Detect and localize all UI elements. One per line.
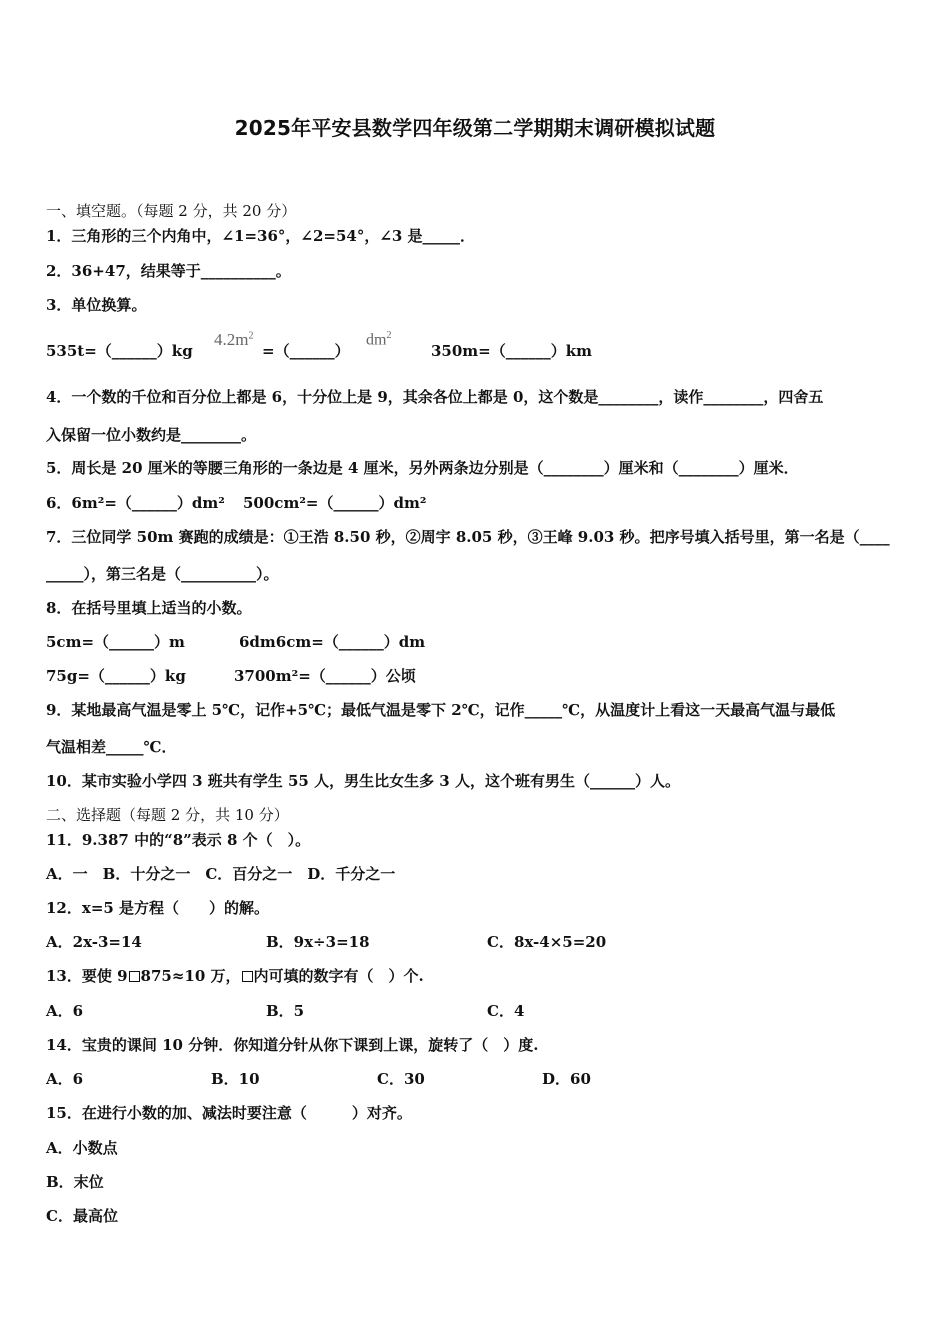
question-15-option-a: A．小数点: [46, 1139, 118, 1157]
question-14-option-c: C．30: [377, 1070, 425, 1088]
question-13-text-c: 内可填的数字有（ ）个.: [253, 967, 424, 985]
question-11-options: A．一 B．十分之一 C．百分之一 D．千分之一: [46, 865, 396, 883]
question-3-item-a: 535t=（______）kg: [46, 342, 193, 360]
question-11: 11．9.387 中的“8”表示 8 个（ ）。: [46, 831, 311, 849]
question-13: [46, 966, 424, 986]
question-1: 1．三角形的三个内角中，∠1=36°，∠2=54°，∠3 是_____．: [46, 227, 476, 245]
section-heading-fill-blank: 一、填空题。（每题 2 分，共 20 分）: [46, 202, 297, 220]
question-4-line-1: 4．一个数的千位和百分位上都是 6，十分位上是 9，其余各位上都是 0，这个数是________，读作________，四舍五: [46, 388, 824, 406]
area-value-text: 4.2m: [214, 330, 249, 349]
question-15-option-c: C．最高位: [46, 1207, 118, 1225]
question-15: 15．在进行小数的加、减法时要注意（ ）对齐。: [46, 1104, 412, 1122]
question-8-item-4: 3700m²=（______）公顷: [234, 667, 416, 685]
question-12-option-c: C．8x-4×5=20: [487, 933, 607, 951]
question-13-option-b: B．5: [266, 1002, 305, 1020]
blank-box-icon: [129, 971, 140, 982]
question-13-text-a: 13．要使 9: [46, 967, 128, 985]
question-3: 3．单位换算。: [46, 296, 147, 314]
question-14: 14．宝贵的课间 10 分钟．你知道分针从你下课到上课，旋转了（ ）度.: [46, 1036, 539, 1054]
question-14-option-b: B．10: [211, 1070, 260, 1088]
question-7-line-1: 7．三位同学 50m 赛跑的成绩是：①王浩 8.50 秒，②周宇 8.05 秒，③王峰 9.03 秒。把序号填入括号里，第一名是（____: [46, 528, 890, 546]
question-13-text-b: 875≈10 万，: [140, 967, 241, 985]
question-4-line-2: 入保留一位小数约是________。: [46, 426, 257, 444]
question-15-option-b: B．末位: [46, 1173, 104, 1191]
question-7-line-2: _____），第三名是（__________）。: [46, 565, 279, 583]
question-6-item-b: 500cm²=（______）dm²: [243, 494, 427, 512]
question-12: 12．x=5 是方程（ ）的解。: [46, 899, 270, 917]
question-5: 5．周长是 20 厘米的等腰三角形的一条边是 4 厘米，另外两条边分别是（________）厘米和（________）厘米．: [46, 459, 799, 477]
question-3-item-b: =（______）: [262, 342, 350, 360]
question-9-line-2: 气温相差_____℃．: [46, 738, 177, 756]
question-9-line-1: 9．某地最高气温是零上 5℃，记作+5℃；最低气温是零下 2℃，记作_____℃，从温度计上看这一天最高气温与最低: [46, 701, 836, 719]
question-10: 10．某市实验小学四 3 班共有学生 55 人，男生比女生多 3 人，这个班有男生（______）人。: [46, 772, 680, 790]
question-8-item-3: 75g=（______）kg: [46, 667, 186, 685]
question-14-option-a: A．6: [46, 1070, 84, 1088]
question-13-option-c: C．4: [487, 1002, 525, 1020]
question-13-option-a: A．6: [46, 1002, 84, 1020]
question-2: 2．36+47，结果等于__________。: [46, 262, 291, 280]
question-8-item-1: 5cm=（______）m: [46, 633, 185, 651]
unit-dm-text: dm: [366, 331, 387, 349]
question-3-unit-image: $dm^2$: [366, 330, 392, 349]
question-6-item-a: 6．6m²=（______）dm²: [46, 494, 225, 512]
page-title: 2025年平安县数学四年级第二学期期末调研模拟试题: [234, 116, 716, 140]
question-14-option-d: D．60: [542, 1070, 591, 1088]
question-12-option-a: A．2x-3=14: [46, 933, 142, 951]
question-3-item-c: 350m=（______）km: [431, 342, 593, 360]
blank-box-icon: [242, 971, 253, 982]
question-3-area-image: $4.2m^2$: [214, 330, 254, 349]
section-heading-choice: 二、选择题（每题 2 分，共 10 分）: [46, 806, 289, 824]
question-12-option-b: B．9x÷3=18: [266, 933, 370, 951]
question-8-item-2: 6dm6cm=（______）dm: [239, 633, 426, 651]
question-8: 8．在括号里填上适当的小数。: [46, 599, 252, 617]
